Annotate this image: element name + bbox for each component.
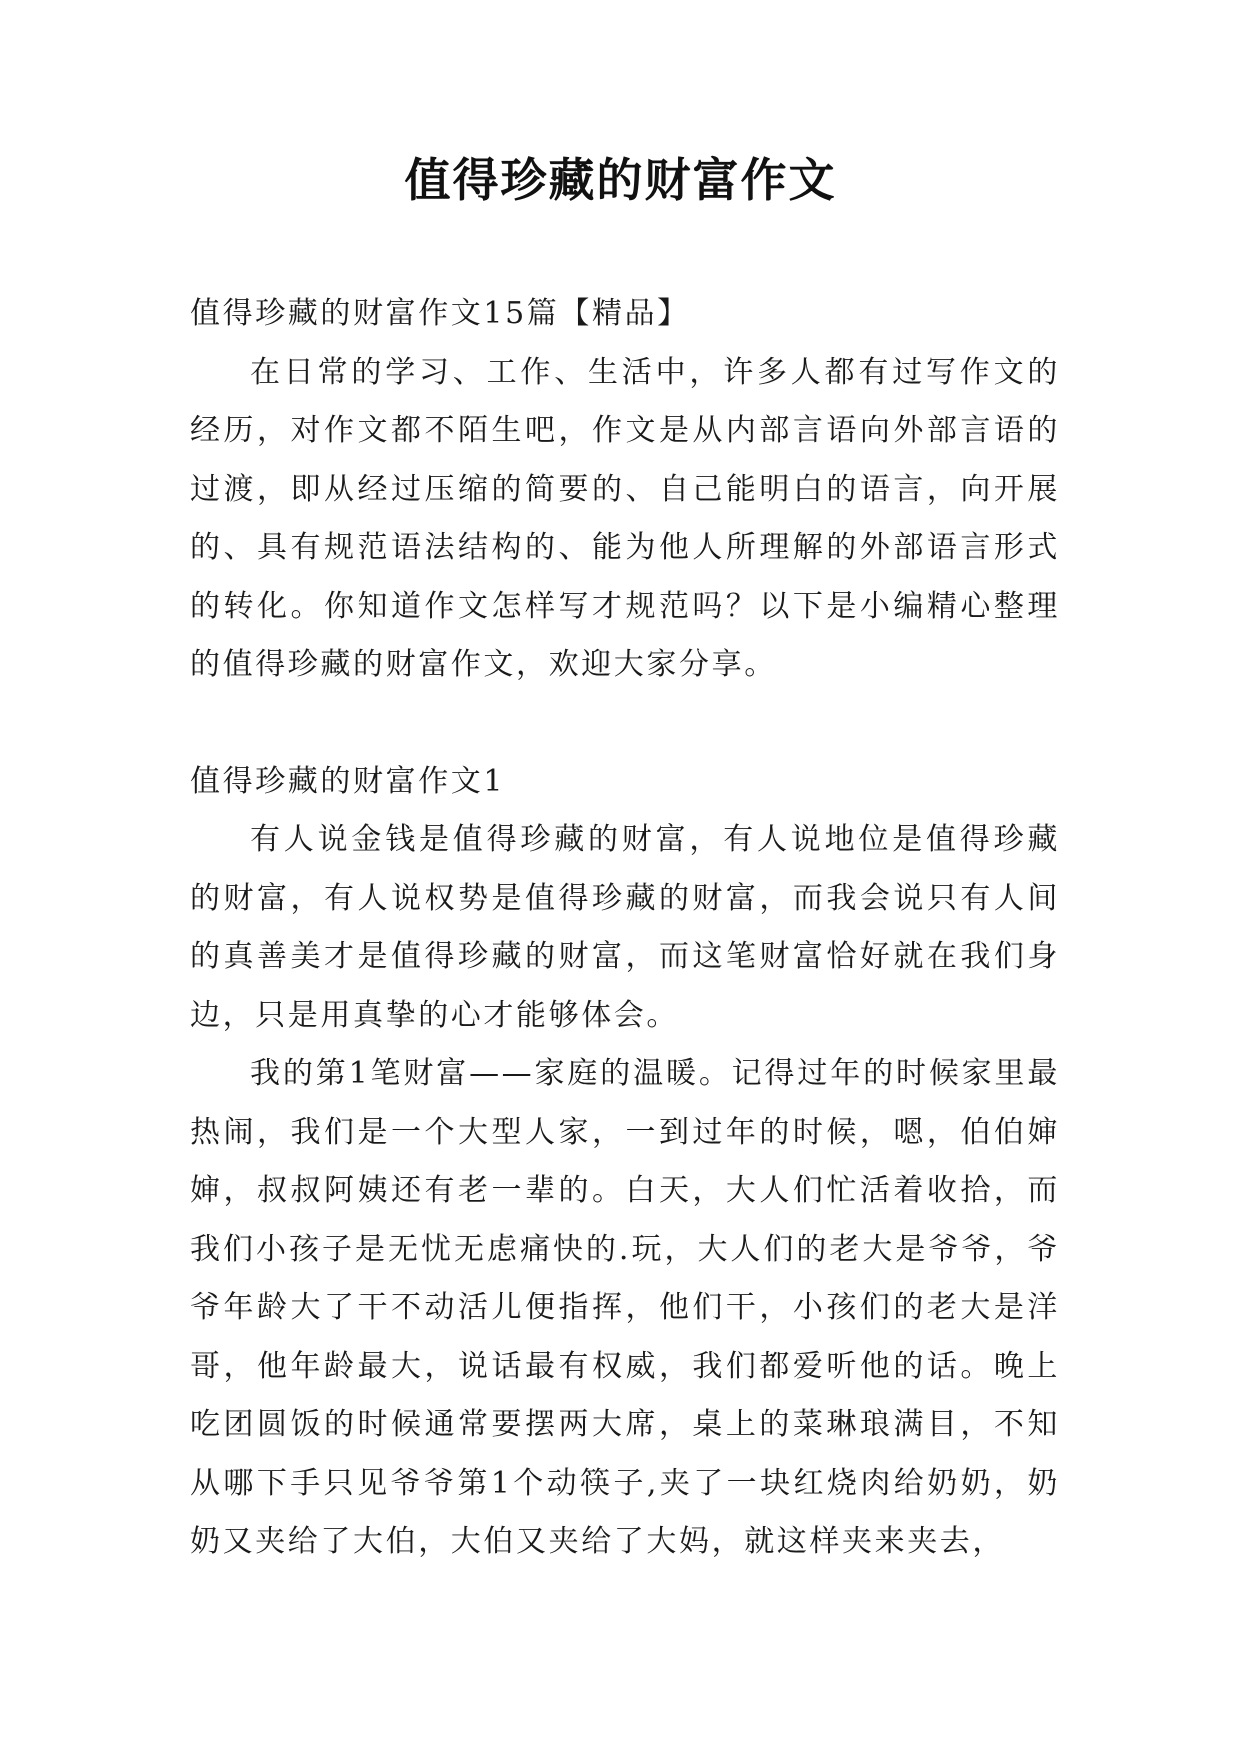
document-subtitle: 值得珍藏的财富作文15篇【精品】 [190, 296, 690, 331]
intro-paragraph: 在日常的学习、工作、生活中，许多人都有过写作文的经历，对作文都不陌生吧，作文是从内部言语向外部言语的过渡，即从经过压缩的简要的、自己能明白的语言，向开展的、具有规范语法结构的、能为他人所理解的外部语言形式的转化。你知道作文怎样写才规范吗？以下是小编精心整理的值得珍藏的财富作文，欢迎大家分享。 [190, 354, 1060, 682]
section-heading: 值得珍藏的财富作文1 [190, 763, 506, 799]
paragraph-spacer [190, 695, 1060, 753]
section-paragraph-2: 我的第1笔财富——家庭的温暖。记得过年的时候家里最热闹，我们是一个大型人家，一到过年的时候，嗯，伯伯婶婶，叔叔阿姨还有老一辈的。白天，大人们忙活着收拾，而我们小孩子是无忧无虑痛快的.玩，大人们的老大是爷爷，爷爷年龄大了干不动活儿便指挥，他们干，小孩们的老大是洋哥，他年龄最大，说话最有权威，我们都爱听他的话。晚上吃团圆饭的时候通常要摆两大席，桌上的菜琳琅满目，不知从哪下手只见爷爷第1个动筷子,夹了一块红烧肉给奶奶，奶奶又夹给了大伯，大伯又夹给了大妈，就这样夹来夹去， [190, 1056, 1060, 1559]
document-title: 值得珍藏的财富作文 [404, 153, 837, 207]
document-body [190, 285, 1060, 1572]
section-paragraph-1: 有人说金钱是值得珍藏的财富，有人说地位是值得珍藏的财富，有人说权势是值得珍藏的财富，而我会说只有人间的真善美才是值得珍藏的财富，而这笔财富恰好就在我们身边，只是用真挚的心才能够体会。 [190, 822, 1060, 1033]
